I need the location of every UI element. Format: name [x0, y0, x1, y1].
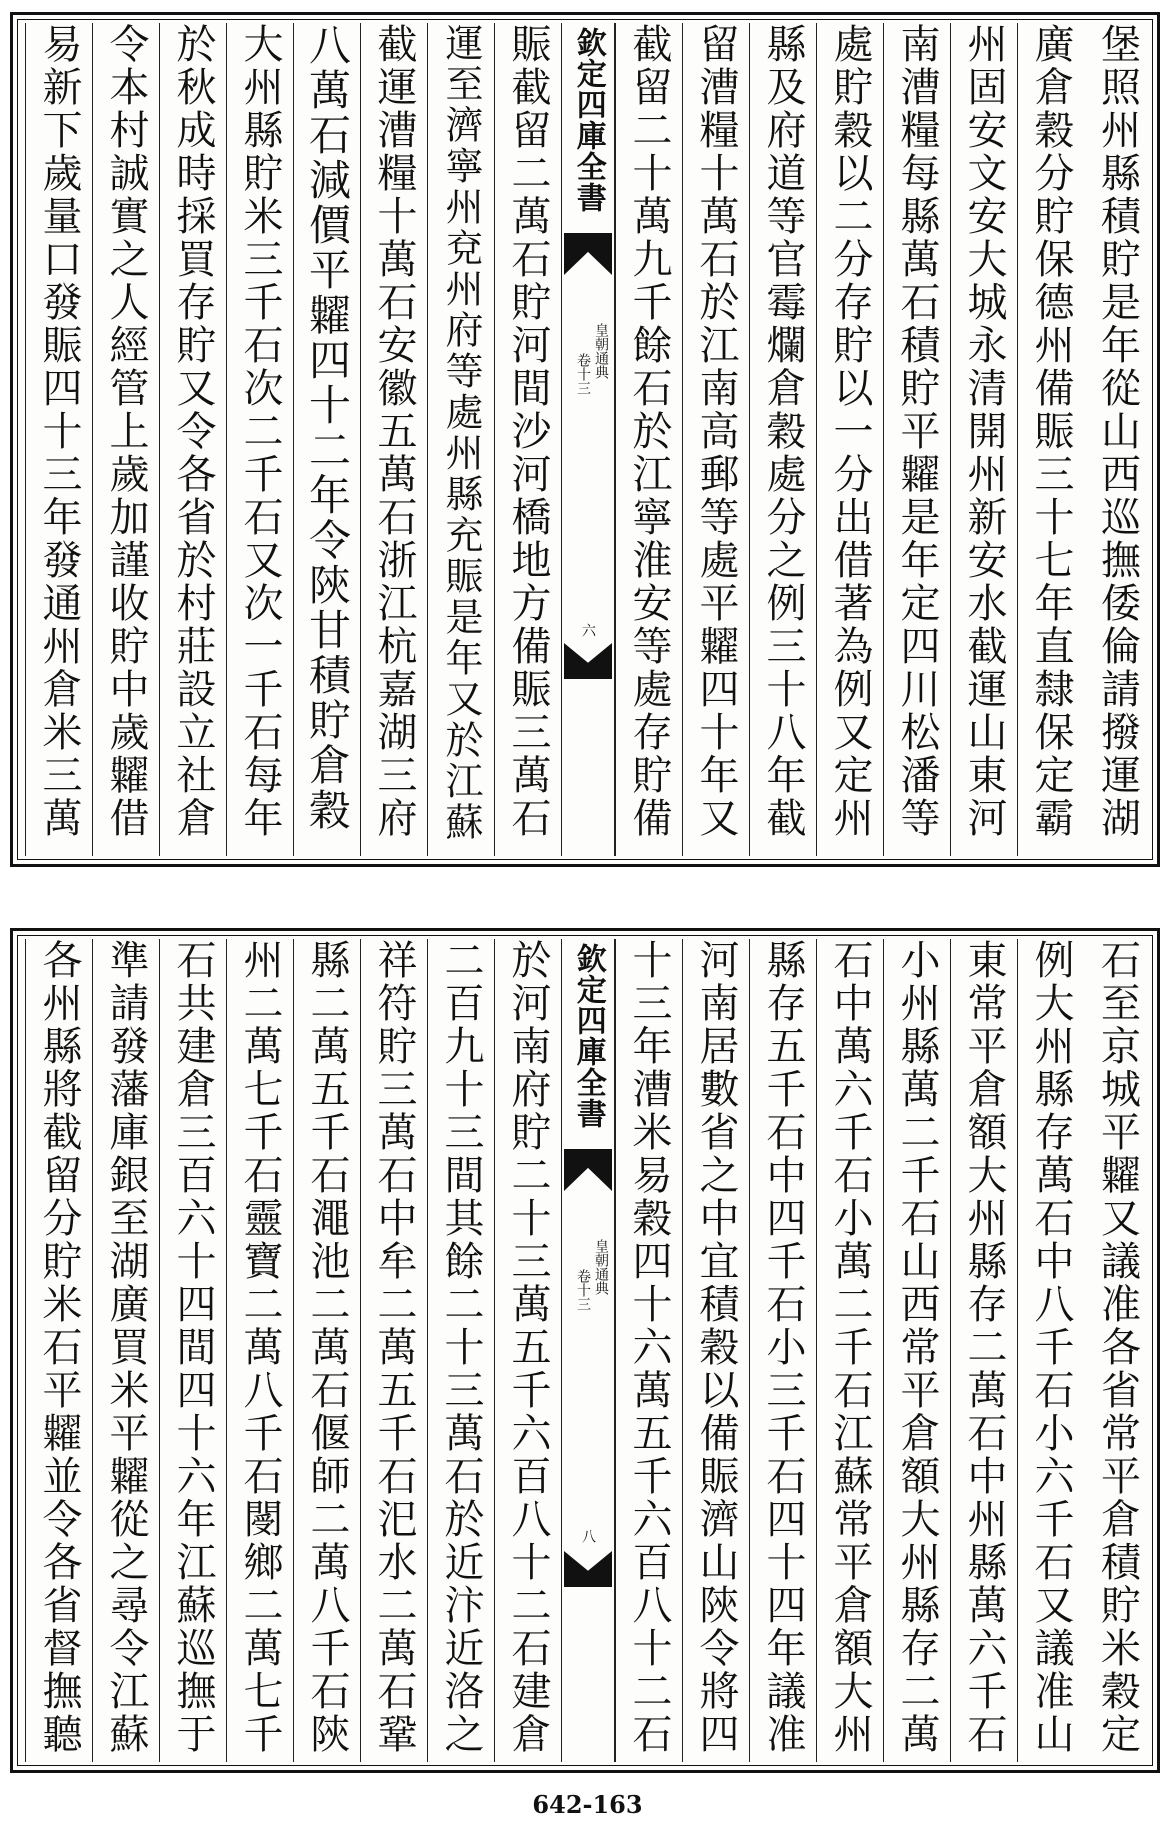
folio-number: 六	[580, 623, 596, 637]
text-column: 縣二萬五千石澠池二萬石偃師二萬八千石陝	[293, 939, 360, 1762]
text-column: 運至濟寧州兗州府等處州縣充賑是年又於江蘇	[427, 23, 494, 856]
text-column: 堡照州縣積貯是年從山西巡撫倭倫請撥運湖	[1094, 23, 1141, 840]
text-column: 祥符貯三萬石中牟二萬五千石汜水二萬石鞏	[360, 939, 427, 1762]
text-column: 二百九十三間其餘二十三萬石於近汴近洛之	[427, 939, 494, 1762]
text-column: 十三年漕米易穀四十六萬五千六百八十二石	[615, 939, 682, 1762]
text-column: 石共建倉三百六十四間四十六年江蘇巡撫于	[159, 939, 226, 1762]
text-column: 縣及府道等官霉爛倉穀處分之例三十八年截	[749, 23, 816, 856]
text-column: 廣倉穀分貯保德州備賑三十七年直隸保定霸	[1017, 23, 1084, 856]
text-column: 州固安文安大城永清開州新安水截運山東河	[950, 23, 1017, 856]
text-column: 小州縣萬二千石山西常平倉額大州縣存二萬	[883, 939, 950, 1762]
text-column: 州二萬七千石靈寶二萬八千石閿鄉二萬七千	[226, 939, 293, 1762]
text-column: 東常平倉額大州縣存二萬石中州縣萬六千石	[950, 939, 1017, 1762]
text-column: 易新下歲量口發賑四十三年發通州倉米三萬	[25, 23, 92, 856]
text-column: 準請發藩庫銀至湖廣買米平糶從之尋令江蘇	[92, 939, 159, 1762]
fish-tail-ornament	[564, 233, 612, 275]
text-column: 賑截留二萬石貯河間沙河橋地方備賑三萬石	[494, 23, 561, 856]
text-column: 縣存五千石中四千石小三千石四十四年議准	[749, 939, 816, 1762]
bottom-page	[10, 928, 1160, 1773]
text-column: 石中萬六千石小萬二千石江蘇常平倉額大州	[816, 939, 883, 1762]
folio-number: 八	[580, 1529, 596, 1543]
text-column: 八萬石減價平糶四十二年令陝甘積貯倉穀	[293, 23, 360, 856]
fish-tail-ornament	[564, 1551, 612, 1587]
text-column: 大州縣貯米三千石次二千石又次一千石每年	[226, 23, 293, 856]
top-page	[10, 12, 1160, 867]
book-title: 皇朝通典	[593, 323, 609, 379]
text-column: 留漕糧十萬石於江南高郵等處平糶四十年又	[682, 23, 749, 856]
center-title: 欽定四庫全書	[570, 943, 606, 1129]
center-column	[561, 23, 615, 856]
volume-label: 卷十三	[575, 353, 591, 395]
fish-tail-ornament	[564, 643, 612, 679]
text-column: 於河南府貯二十三萬五千六百八十二石建倉	[494, 939, 561, 1762]
fish-tail-ornament	[564, 1149, 612, 1191]
text-column: 河南居數省之中宜積穀以備賑濟山陝令將四	[682, 939, 749, 1762]
center-column	[561, 939, 615, 1762]
text-column: 石至京城平糶又議准各省常平倉積貯米穀定	[1094, 939, 1141, 1756]
text-column: 處貯穀以二分存貯以一分出借著為例又定州	[816, 23, 883, 856]
text-column: 截運漕糧十萬石安徽五萬石浙江杭嘉湖三府	[360, 23, 427, 856]
text-column: 截留二十萬九千餘石於江寧淮安等處存貯備	[615, 23, 682, 856]
book-title: 皇朝通典	[593, 1239, 609, 1295]
text-column: 例大州縣存萬石中八千石小六千石又議准山	[1017, 939, 1084, 1762]
page-number: 642-163	[532, 1790, 643, 1819]
text-column: 於秋成時採買存貯又令各省於村莊設立社倉	[159, 23, 226, 856]
text-column: 南漕糧每縣萬石積貯平糶是年定四川松潘等	[883, 23, 950, 856]
volume-label: 卷十三	[575, 1269, 591, 1311]
center-title: 欽定四庫全書	[570, 27, 606, 213]
text-column: 各州縣將截留分貯米石平糶並令各省督撫聽	[25, 939, 92, 1762]
text-column: 令本村誠實之人經管上歲加謹收貯中歲糶借	[92, 23, 159, 856]
